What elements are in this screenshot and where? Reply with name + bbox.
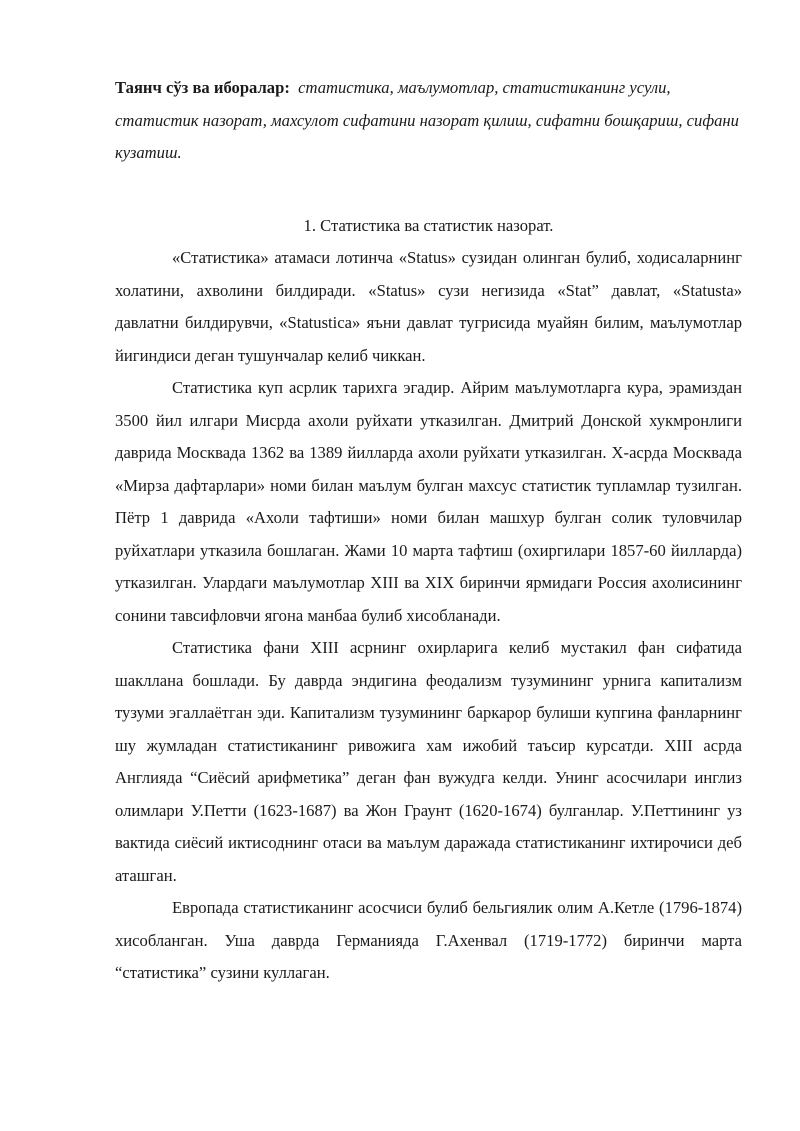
paragraph-4: Европада статистиканинг асосчиси булиб бельгиялик олим А.Кетле (1796-1874) хисобланган. Уша даврда Германияда Г.Ахенвал (1719-1772) биринчи марта “статистика” сузини куллаган. (115, 898, 742, 982)
paragraph-1: «Статистика» атамаси лотинча «Status» сузидан олинган булиб, ходисаларнинг холатини, ахволини билдиради. «Status» сузи негизида «Stat” давлат, «Statusta» давлатни билдирувчи, «Statustica» яъни давлат тугрисида муайян билим, маълумотлар йигиндиси деган тушунчалар келиб чиккан. (115, 248, 742, 365)
document-page (115, 72, 742, 990)
paragraph-3: Статистика фани XIII асрнинг охирларига келиб мустакил фан сифатида шакллана бошлади. Бу даврда эндигина феодализм тузумининг урнига капитализм тузуми эгаллаётган эди. Капитализм тузумининг баркарор булиши купгина фанларнинг шу жумладан статистиканинг ривожига хам ижобий таъсир курсатди. XIII асрда Англияда “Сиёсий арифметика” деган фан вужудга келди. Унинг асосчилари инглиз олимлари У.Петти (1623-1687) ва Жон Граунт (1620-1674) булганлар. У.Петтининг уз вактида сиёсий иктисоднинг отаси ва маълум даражада статистиканинг ихтирочиси деб аташган. (115, 638, 742, 885)
section-heading: 1. Статистика ва статистик назорат. (303, 215, 554, 235)
keywords-list: статистика, маълумотлар, статистиканинг усули, статистик назорат, махсулот сифатини назорат қилиш, сифатни бошқариш, сифани кузатиш. (115, 78, 739, 162)
keywords-label: Таянч сўз ва иборалар: (115, 78, 290, 97)
keywords-block (115, 72, 742, 170)
paragraph-2: Статистика куп асрлик тарихга эгадир. Айрим маълумотларга кура, эрамиздан 3500 йил илгари Мисрда ахоли руйхати утказилган. Дмитрий Донской хукмронлиги даврида Москвада 1362 ва 1389 йилларда ахоли руйхати утказилган. X-асрда Москвада «Мирза дафтарлари» номи билан маълум булган махсус статистик тупламлар тузилган. Пётр 1 даврида «Ахоли тафтиши» номи билан машхур булган солик туловчилар руйхатлари утказила бошлаган. Жами 10 марта тафтиш (охиргилари 1857-60 йилларда) утказилган. Улардаги маълумотлар XIII ва XIX биринчи ярмидаги Россия ахолисининг сонини тавсифловчи ягона манбаа булиб хисобланади. (115, 378, 742, 625)
